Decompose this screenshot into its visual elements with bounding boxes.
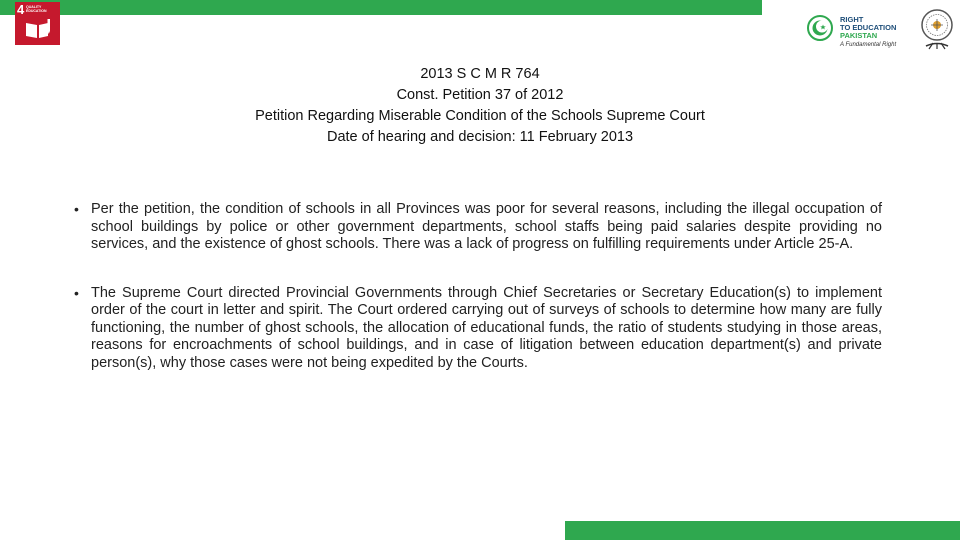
bullet-text: The Supreme Court directed Provincial Governments through Chief Secretaries or Secretary Education(s) to implement order of the court in letter and spirit. The Court ordered carrying out of surveys of schools to determine how many are fully functioning, the number of ghost schools, the allocation of educational funds, the ratio of students studying in those areas, reasons for encroachments of school buildings, and in case of litigation between education department(s) and private person(s), why those cases were not being expedited by the Courts. [91,284,882,371]
circular-seal-icon [919,8,955,50]
hearing-date: Date of hearing and decision: 11 February 2013 [326,129,634,145]
sdg4-badge [15,2,60,45]
list-item [70,285,882,373]
bottom-accent-bar [565,521,960,540]
rte-tagline: A Fundamental Right [840,42,897,48]
petition-number: Const. Petition 37 of 2012 [396,87,564,103]
case-heading [130,64,830,148]
rte-line3: PAKISTAN [840,31,878,40]
right-to-education-logo [807,14,907,50]
bullet-text: Per the petition, the condition of schools in all Provinces was poor for several reasons, including the illegal occupation of school buildings by police or other government departments, school staffs being paid salaries despite providing no services, and the existence of ghost schools. There was a lack of progress on fulfilling requirements under Article 25-A. [91,201,882,252]
bullet-dot-icon: • [74,201,79,217]
summary-bullets [70,201,882,372]
case-citation: 2013 S C M R 764 [420,66,540,82]
petition-title: Petition Regarding Miserable Condition of the Schools Supreme Court [255,108,705,124]
rte-wordmark [840,16,896,49]
sdg-number: 4 [17,2,25,17]
list-item [70,201,882,254]
top-accent-bar [0,0,762,15]
rte-line1: RIGHT [840,15,864,24]
book-pencil-icon [25,19,51,39]
rte-line2: TO EDUCATION [840,23,897,32]
sdg-label: QUALITY EDUCATION [26,5,47,13]
crescent-star-emblem-icon [807,15,833,41]
bullet-dot-icon: • [74,284,79,301]
